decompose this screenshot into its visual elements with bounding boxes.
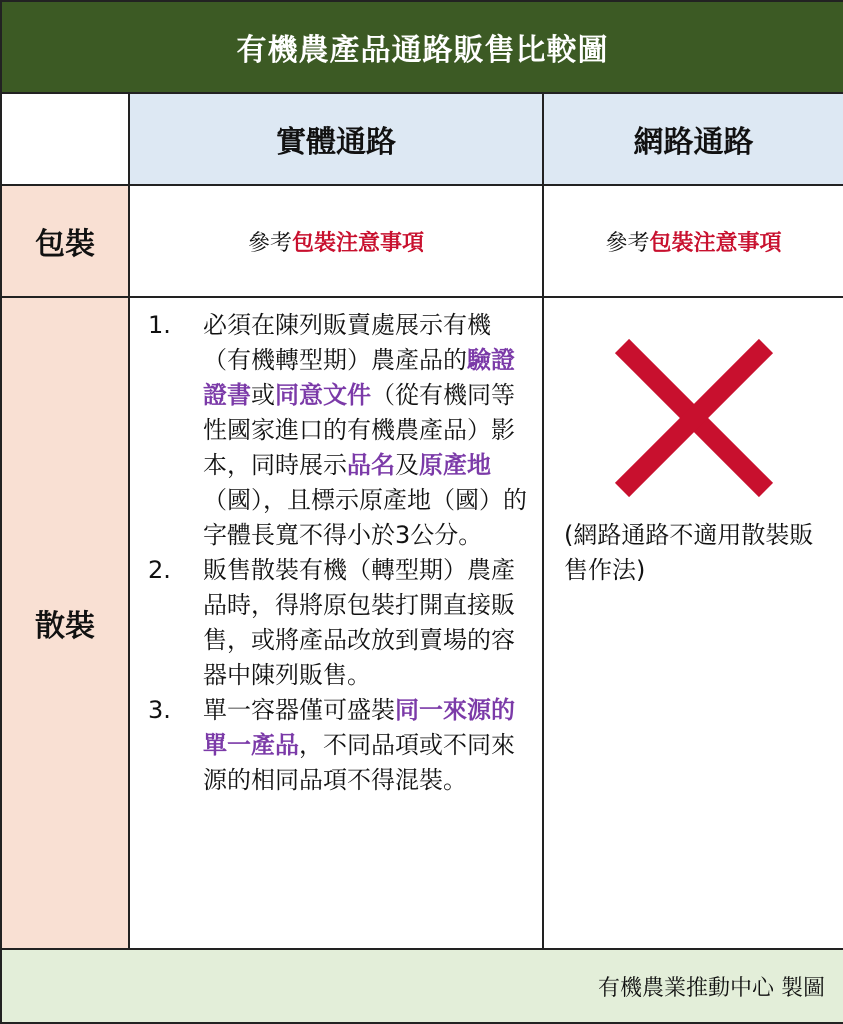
highlighted-term: 原產地 (419, 451, 491, 479)
rule-text-segment: 販售散裝有機（轉型期）農產品時，得將原包裝打開直接販售，或將產品改放到賣場的容器中陳列販售。 (203, 556, 515, 689)
bulk-rule-number: 1. (148, 311, 171, 339)
bulk-rules-list (148, 308, 530, 798)
rule-text-segment: 或 (251, 381, 275, 409)
online-bulk-note: (網路通路不適用散裝販售作法) (564, 521, 814, 584)
rule-text-segment: 及 (395, 451, 419, 479)
chart-title: 有機農產品通路販售比較圖 (1, 1, 843, 93)
bulk-rule-number: 2. (148, 556, 171, 584)
highlighted-term: 品名 (347, 451, 395, 479)
bulk-online-cell (543, 297, 843, 949)
packaging-online-link[interactable]: 包裝注意事項 (649, 230, 782, 256)
row-header-packaging: 包裝 (1, 185, 129, 297)
footer-credit: 有機農業推動中心 製圖 (1, 949, 843, 1023)
bulk-rule-text (203, 693, 530, 798)
bulk-rule-item (148, 553, 530, 693)
corner-cell (1, 93, 129, 185)
rule-text-segment: ，不同品項或不同來源的相同品項不得混裝。 (203, 731, 515, 794)
highlighted-term: 驗證證書 (203, 346, 515, 409)
packaging-physical-link[interactable]: 包裝注意事項 (292, 230, 425, 256)
packaging-online-prefix: 參考 (605, 230, 650, 256)
rule-text-segment: （國），且標示原產地（國）的字體長寬不得小於3公分。 (203, 486, 527, 549)
bulk-rule-item (148, 693, 530, 798)
packaging-physical-cell (129, 185, 543, 297)
highlighted-term: 同一來源的單一產品 (203, 696, 515, 759)
packaging-online-cell (543, 185, 843, 297)
bulk-rule-number: 3. (148, 696, 171, 724)
rule-text-segment: 單一容器僅可盛裝 (203, 696, 395, 724)
cross-mark-icon (614, 338, 774, 498)
highlighted-term: 同意文件 (275, 381, 371, 409)
bulk-physical-cell (129, 297, 543, 949)
bulk-rule-text (203, 308, 530, 553)
packaging-physical-prefix: 參考 (247, 230, 292, 256)
bulk-rule-text (203, 553, 530, 693)
rule-text-segment: 必須在陳列販賣處展示有機（有機轉型期）農產品的 (203, 311, 491, 374)
column-header-online: 網路通路 (543, 93, 843, 185)
row-header-bulk: 散裝 (1, 297, 129, 949)
bulk-rule-item (148, 308, 530, 553)
rule-text-segment: （從有機同等性國家進口的有機農產品）影本，同時展示 (203, 381, 515, 479)
column-header-physical: 實體通路 (129, 93, 543, 185)
